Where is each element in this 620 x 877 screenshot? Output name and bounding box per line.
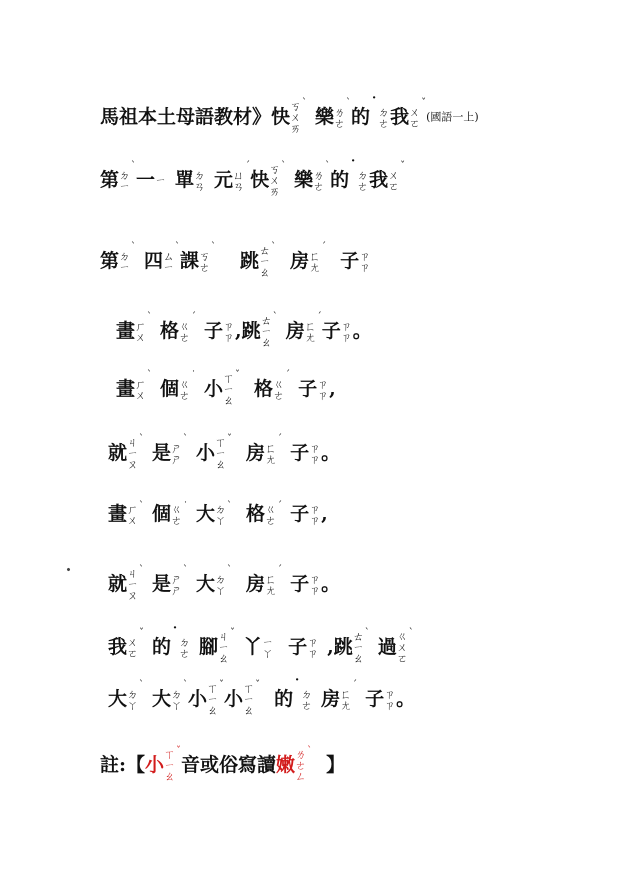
char-di: 第: [100, 168, 120, 191]
zhuyin-le: ㄌ ㄜ: [334, 105, 346, 130]
char-ke: 課: [180, 249, 200, 272]
zhuyin-fang: ㄈ ㄤ: [304, 319, 316, 344]
zhuyin-xiao: ㄒ ㄧ ㄠ: [215, 436, 227, 471]
zhuyin-wo: ㄨ ㄛ: [409, 105, 421, 130]
zhuyin-zi: ㄗ ㄗ: [359, 249, 371, 274]
char-le: 樂: [294, 168, 314, 191]
char-yuan: 元: [214, 168, 234, 191]
char-le: 樂: [315, 105, 335, 128]
zhuyin-di: ㄉ ㄧ: [119, 168, 131, 193]
scan-speck: [66, 567, 70, 571]
unit-line: 第 ㄉ ㄧ $^ˋ$一 ㄧ 單 ㄉ ㄢ 元 ㄩ ㄢ $^ˊ$快 ㄎ ㄨ ㄞ $^ˋ$樂 ㄌ ㄜ $^ˋ$的˙ ㄉ ㄜ 我 ㄨ ㄛ $^ˇ$: [100, 157, 406, 198]
char-fang: 房: [246, 572, 266, 595]
zhuyin-xiao: ㄒ ㄧ ㄠ: [207, 682, 219, 717]
char-zi: 子: [298, 377, 318, 400]
verse-line-2: 畫 ㄏ ㄨ $^ˋ$個 ㄍ ㄜ ˙小 ㄒ ㄧ ㄠ $^ˇ$格 ㄍ ㄜ $^ˊ$子 ㄗ ㄗ ,: [116, 370, 336, 407]
char-de: 的: [152, 635, 172, 658]
zhuyin-ge: ㄍ ㄜ: [273, 377, 285, 402]
zhuyin-jiu: ㄐ ㄧ ㄡ: [127, 436, 139, 471]
char-shi: 是: [152, 572, 172, 595]
zhuyin-ge4: ㄍ ㄜ: [179, 377, 191, 402]
char-di: 第: [100, 249, 120, 272]
verse-line-6: 我 ㄨ ㄛ $^ˇ$的˙ ㄉ ㄜ 腳 ㄐ ㄧ ㄠ $^ˇ$丫 ㄧ ㄚ 子 ㄗ ㄗ ,跳 ㄊ ㄧ ㄠ $^ˋ$過 ㄍ ㄨ ㄛ $^ˋ$: [108, 624, 414, 665]
char-ge4: 個: [152, 503, 172, 525]
zhuyin-kuai: ㄎ ㄨ ㄞ: [290, 100, 302, 135]
char-xiao: 小: [204, 377, 224, 400]
zhuyin-de: ㄉ ㄜ: [357, 168, 369, 193]
zhuyin-le: ㄌ ㄜ: [313, 168, 325, 193]
verse-line-3: 就 ㄐ ㄧ ㄡ $^ˋ$是 ㄕ ㄕ $^ˋ$小 ㄒ ㄧ ㄠ $^ˇ$房 ㄈ ㄤ $^ˊ$子 ㄗ ㄗ 。: [108, 434, 341, 471]
char-wo: 我: [369, 168, 389, 191]
zhuyin-shi: ㄕ ㄕ: [171, 572, 183, 597]
char-jiu: 就: [108, 572, 128, 595]
verse-line-7: 大 ㄉ ㄚ $^ˋ$大 ㄉ ㄚ $^ˋ$小 ㄒ ㄧ ㄠ $^ˇ$小 ㄒ ㄧ ㄠ $^ˇ$的˙ ㄉ ㄜ 房 ㄈ ㄤ $^ˊ$子 ㄗ ㄗ 。: [108, 676, 416, 717]
char-ge: 格: [254, 377, 274, 400]
char-ge: 格: [246, 503, 266, 525]
note-text: 音或俗寫讀: [181, 753, 277, 776]
zhuyin-zi: ㄗ ㄗ: [340, 319, 352, 344]
comma: ,: [327, 635, 334, 658]
char-dan: 單: [175, 168, 195, 191]
char-jiu: 就: [108, 441, 128, 464]
zhuyin-si: ㄙ ㄧ: [163, 249, 175, 274]
zhuyin-zi: ㄗ ㄗ: [309, 441, 321, 466]
comma: ,: [329, 377, 336, 400]
char-zi: 子: [340, 249, 360, 272]
zhuyin-fang: ㄈ ㄤ: [265, 572, 277, 597]
zhuyin-da: ㄉ ㄚ: [215, 572, 227, 597]
zhuyin-fang: ㄈ ㄤ: [340, 687, 352, 712]
zhuyin-hua: ㄏ ㄨ: [127, 503, 139, 527]
verse-line-4: 畫 ㄏ ㄨ $^ˋ$ 個 ㄍ ㄜ ˙ 大 ㄉ ㄚ $^ˋ$ 格 ㄍ ㄜ $^ˊ$ 子 ㄗ ㄗ ,: [108, 501, 328, 527]
zhuyin-zi: ㄗ ㄗ: [309, 503, 321, 527]
char-hua: 畫: [116, 319, 136, 342]
zhuyin-da: ㄉ ㄚ: [127, 687, 139, 712]
char-zi: 子: [290, 503, 310, 525]
note-zhuyin-nen: ㄌ ㄜ ㄥ: [295, 748, 307, 783]
zhuyin-xiao: ㄒ ㄧ ㄠ: [243, 682, 255, 717]
verse-line-1: 畫 ㄏ ㄨ $^ˋ$格 ㄍ ㄜ $^ˊ$子 ㄗ ㄗ ,跳 ㄊ ㄧ ㄠ $^ˋ$房 ㄈ ㄤ $^ˊ$子 ㄗ ㄗ 。: [116, 312, 372, 349]
char-zi: 子: [288, 635, 308, 658]
zhuyin-tiao: ㄊ ㄧ ㄠ: [260, 314, 272, 349]
note-char-nen: 嫩: [276, 753, 296, 776]
period: 。: [396, 687, 416, 710]
char-si: 四: [144, 249, 164, 272]
char-da: 大: [108, 687, 128, 710]
char-da: 大: [196, 572, 216, 595]
zhuyin-da: ㄉ ㄚ: [215, 503, 227, 527]
lesson-line: 第 ㄉ ㄧ $^ˋ$四 ㄙ ㄧ $^ˋ$課 ㄎ ㄜ $^ˋ$跳 ㄊ ㄧ ㄠ $^ˋ$房 ㄈ ㄤ $^ˊ$子 ㄗ ㄗ: [100, 242, 371, 279]
zhuyin-tiao: ㄊ ㄧ ㄠ: [352, 630, 364, 665]
zhuyin-ge: ㄍ ㄜ: [179, 319, 191, 344]
char-xiao: 小: [188, 687, 208, 710]
zhuyin-ke: ㄎ ㄜ: [199, 249, 211, 274]
zhuyin-hua: ㄏ ㄨ: [135, 319, 147, 344]
zhuyin-de: ㄉ ㄜ: [301, 687, 313, 712]
zhuyin-fang: ㄈ ㄤ: [265, 441, 277, 466]
char-zi: 子: [204, 319, 224, 342]
period: 。: [321, 441, 341, 464]
char-de: 的: [274, 687, 294, 710]
char-da: 大: [196, 503, 216, 525]
zhuyin-jiu: ㄐ ㄧ ㄡ: [127, 567, 139, 602]
zhuyin-shi: ㄕ ㄕ: [171, 441, 183, 466]
verse-line-5: 就 ㄐ ㄧ ㄡ $^ˋ$是 ㄕ ㄕ $^ˋ$大 ㄉ ㄚ $^ˋ$房 ㄈ ㄤ $^ˊ$子 ㄗ ㄗ 。: [108, 565, 341, 602]
zhuyin-guo: ㄍ ㄨ ㄛ: [396, 630, 408, 665]
zhuyin-zi: ㄗ ㄗ: [309, 572, 321, 597]
char-guo: 過: [377, 635, 397, 658]
char-jiao: 腳: [199, 635, 219, 658]
char-zi: 子: [290, 441, 310, 464]
char-zi: 子: [290, 572, 310, 595]
zhuyin-de: ㄉ ㄜ: [179, 635, 191, 660]
char-fang: 房: [246, 441, 266, 464]
zhuyin-zi: ㄗ ㄗ: [317, 377, 329, 402]
zhuyin-de: ㄉ ㄜ: [378, 105, 390, 130]
char-wo: 我: [390, 105, 410, 128]
char-yi: 一: [136, 168, 156, 191]
char-ge: 格: [160, 319, 180, 342]
char-xiao: 小: [196, 441, 216, 464]
period: 。: [352, 319, 372, 342]
zhuyin-zi: ㄗ ㄗ: [384, 687, 396, 712]
char-ya: 丫: [243, 635, 263, 658]
zhuyin-dan: ㄉ ㄢ: [194, 168, 206, 193]
char-fang: 房: [321, 687, 341, 710]
comma: ,: [235, 319, 242, 342]
zhuyin-yi: ㄧ: [155, 174, 167, 187]
char-hua: 畫: [108, 503, 128, 525]
zhuyin-hua: ㄏ ㄨ: [135, 377, 147, 402]
char-zi: 子: [321, 319, 341, 342]
note-zhuyin-xiao: ㄒ ㄧ ㄠ: [164, 748, 176, 783]
char-tiao: 跳: [333, 635, 353, 658]
char-xiao: 小: [224, 687, 244, 710]
comma: ,: [321, 503, 328, 525]
zhuyin-fang: ㄈ ㄤ: [309, 249, 321, 274]
header-line: 馬祖本土母語教材》快 ㄎ ㄨ ㄞ $^ˋ$樂 ㄌ ㄜ $^ˋ$的˙ ㄉ ㄜ 我 ㄨ ㄛ $^ˇ$(國語一上): [100, 94, 479, 135]
zhuyin-wo: ㄨ ㄛ: [127, 635, 139, 660]
zhuyin-wo: ㄨ ㄛ: [388, 168, 400, 193]
zhuyin-zi: ㄗ ㄗ: [307, 635, 319, 660]
zhuyin-xiao: ㄒ ㄧ ㄠ: [223, 372, 235, 407]
char-wo: 我: [108, 635, 128, 658]
note-char-xiao: 小: [145, 753, 165, 776]
grade-label: (國語一上): [426, 110, 479, 124]
note-suffix: 】: [326, 753, 346, 776]
char-tiao: 跳: [241, 319, 261, 342]
char-tiao: 跳: [240, 249, 260, 272]
zhuyin-di: ㄉ ㄧ: [119, 249, 131, 274]
period: 。: [321, 572, 341, 595]
char-kuai: 快: [250, 168, 270, 191]
zhuyin-tiao: ㄊ ㄧ ㄠ: [259, 244, 271, 279]
zhuyin-zi: ㄗ ㄗ: [223, 319, 235, 344]
zhuyin-yuan: ㄩ ㄢ: [233, 168, 245, 193]
char-zi: 子: [365, 687, 385, 710]
char-shi: 是: [152, 441, 172, 464]
char-fang: 房: [290, 249, 310, 272]
zhuyin-jiao: ㄐ ㄧ ㄠ: [218, 630, 230, 665]
char-de: 的: [351, 105, 371, 128]
note-prefix: 註:【: [100, 753, 146, 776]
title-text: 馬祖本土母語教材》: [100, 105, 272, 128]
char-hua: 畫: [116, 377, 136, 400]
zhuyin-ge: ㄍ ㄜ: [265, 503, 277, 527]
note-line: 註:【小 ㄒ ㄧ ㄠ $^ˇ$音或俗寫讀嫩 ㄌ ㄜ ㄥ $^ˋ$】: [100, 746, 346, 783]
char-fang: 房: [285, 319, 305, 342]
char-kuai: 快: [271, 105, 291, 128]
char-ge4: 個: [160, 377, 180, 400]
zhuyin-ge4: ㄍ ㄜ: [171, 503, 183, 527]
char-da: 大: [152, 687, 172, 710]
char-de: 的: [330, 168, 350, 191]
zhuyin-da: ㄉ ㄚ: [171, 687, 183, 712]
zhuyin-kuai: ㄎ ㄨ ㄞ: [269, 163, 281, 198]
zhuyin-ya: ㄧ ㄚ: [262, 635, 274, 660]
